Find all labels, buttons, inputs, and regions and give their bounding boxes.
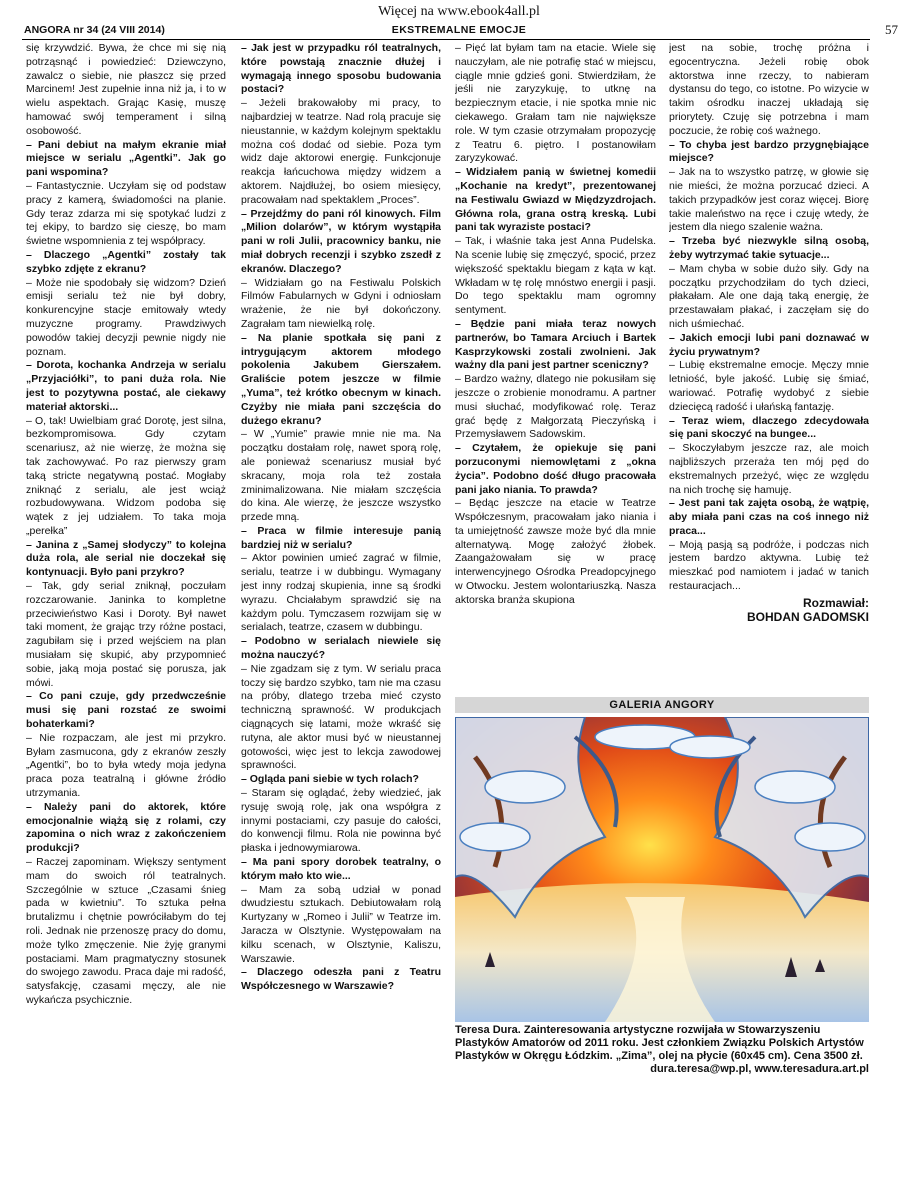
signature — [669, 596, 869, 624]
interview-question: – Dlaczego odeszła pani z Teatru Współczesnego w Warszawie? — [241, 966, 441, 993]
gallery-painting — [455, 717, 869, 1022]
watermark: Więcej na www.ebook4all.pl — [378, 4, 540, 19]
interview-question: – Janina z „Samej słodyczy” to kolejna duża rola, ale serial nie doczekał się kontynuacji. Było pani przykro? — [26, 538, 226, 579]
interview-question: – Ma pani spory dorobek teatralny, o którym mało kto wie... — [241, 856, 441, 882]
interview-question: – Jak jest w przypadku ról teatralnych, które powstają znacznie dłużej i wymagają innego sposobu budowania postaci? — [241, 42, 441, 96]
page-header — [14, 24, 904, 38]
interview-question: – Trzeba być niezwykle silną osobą, żeby wytrzymać takie sytuacje... — [669, 235, 869, 261]
interview-question: – Praca w filmie interesuje panią bardziej niż w serialu? — [241, 524, 441, 551]
interview-answer: – Bardzo ważny, dlatego nie pokusiłam się jeszcze o zrobienie monodramu. A partner musi słuchać, modyfikować rolę. Teraz grać będę z Małgorzatą Pieczyńską i Przemysławem Sadowskim. — [455, 373, 656, 441]
interview-answer: – Jeżeli brakowałoby mi pracy, to najbardziej w teatrze. Nad rolą pracuje się nieustannie, w każdym kolejnym spektaklu można coś dodać od siebie. Poza tym widz daje aktorowi energię. Funkcjonuje reakcja łańcuchowa między widzem a aktorem. Najdłużej, bo osiem miesięcy, pracowałam nad spektaklem „Proces”. — [241, 97, 441, 206]
page-number: 57 — [885, 22, 898, 37]
interview-answer: – Skoczyłabym jeszcze raz, ale moich najbliższych przeraża ten mój pęd do ekstremalnych przeżyć, więc ze względu na nich trochę się hamuję. — [669, 442, 869, 496]
interview-answer: – Aktor powinien umieć zagrać w filmie, serialu, teatrze i w dubbingu. Wymagany jest inny rodzaj skupienia, inne są środki wyrazu. Chciałabym sprawdzić się na każdym polu. Tymczasem rozwijam się w serialach, teatrze, czasem w dubbingu. — [241, 552, 441, 634]
interview-question: – Jakich emocji lubi pani doznawać w życiu prywatnym? — [669, 331, 869, 358]
interview-answer: – Lubię ekstremalne emocje. Męczy mnie letniość, byle jakość. Lubię się śmiać, wariować. Potrafię wydobyć z siebie dziecięcą radość i ułańską fantazję. — [669, 359, 869, 413]
gallery-caption — [455, 1024, 869, 1076]
interview-answer: – Moją pasją są podróże, i podczas nich jestem bardzo aktywna. Lubię też mieszkać pod namiotem i jadać w tanich restauracjach... — [669, 538, 869, 593]
interview-answer: się krzywdzić. Bywa, że chce mi się nią potrząsnąć i powiedzieć: Dziewczyno, zawalcz o siebie, nie płaszcz się przed Marcinem! Jest zupełnie inna niż ja, i to w wielu aspektach. Grając Kasię, muszę hamować swój temperament i silną osobowość. — [26, 42, 226, 137]
interview-answer: – Będąc jeszcze na etacie w Teatrze Współczesnym, pracowałam jako niania i ta umiejętność zawsze może być dla mnie alternatywą. Mogę założyć żłobek. Zaangażowałam się w pracę interwencyjnego Ośrodka Preadopcyjnego w Otwocku. Jestem wolontariuszką. Nasza aktorska branża skupiona — [455, 497, 656, 606]
interview-answer: – Pięć lat byłam tam na etacie. Wiele się nauczyłam, ale nie potrafię stać w miejscu, ciągle mnie gdzieś goni. Stwierdziłam, że jeśli nie zaryzykuję, to utknę na bezpiecznym etacie, i nie spotka mnie nic ciekawego. Grałam tam nie największe role. W tym czasie otrzymałam propozycję z Teatru 6. piętro. I postanowiłam zaryzykować. — [455, 42, 656, 165]
interview-question: – Jest pani tak zajęta osobą, że wątpię, aby miała pani czas na coś innego niż praca... — [669, 497, 869, 537]
interview-question: – Pani debiut na małym ekranie miał miejsce w serialu „Agentki”. Jak go pani wspomina? — [26, 138, 226, 179]
interview-answer: jest na sobie, trochę próżna i egocentryczna. Jeżeli robię obok aktorstwa inne rzeczy, to nabieram dystansu do tego, co istotne. Po wizycie w takim ośrodku inaczej układają się priorytety. Czuję się potrzebna i mam poczucie, że robię coś ważnego. — [669, 42, 869, 137]
interview-question: – Widziałem panią w świetnej komedii „Kochanie na kredyt”, prezentowanej na Festiwalu Gwiazd w Międzyzdrojach. Główna rola, grana ostrą kreską. Lubi pani tak wyraziste postaci? — [455, 166, 656, 234]
interview-question: – Dorota, kochanka Andrzeja w serialu „Przyjaciółki”, to pani duża rola. Nie jest to pozytywna postać, ale ciekawy materiał aktorski... — [26, 359, 226, 413]
gallery-heading: GALERIA ANGORY — [455, 697, 869, 713]
interview-question: – Czytałem, że opiekuje się pani porzuconymi niemowlętami z „okna życia”. Podobno dość długo pracowała pani jako niania. To prawda? — [455, 442, 656, 496]
interview-answer: – Raczej zapominam. Większy sentyment mam do swoich ról teatralnych. Szczególnie w sztuce „Czasami śnieg pada w kwietniu”. To sztuka pełna brutalizmu i chętnie powróciłabym do tej roli. Jednak nie przenoszę pracy do domu, może tylko zmęczenie. Nie żyję granymi postaciami. Mam pragmatyczny stosunek do swojego zawodu. Praca daje mi radość, satysfakcję, czasami męczy, ale nie wykańcza psychicznie. — [26, 856, 226, 1006]
interview-question: – Ogląda pani siebie w tych rolach? — [241, 773, 419, 786]
caption-text: Teresa Dura. Zainteresowania artystyczne rozwijała w Stowarzyszeniu Plastyków Amatorów od 2011 roku. Jest członkiem Związku Polskich Artystów Plastyków w Okręgu Łódzkim. „Zima”, olej na płycie (60x45 cm). Cena 3500 zł. — [455, 1024, 864, 1062]
interview-answer: – Nie rozpaczam, ale jest mi przykro. Byłam zasmucona, gdy z ekranów zeszły „Agentki”, bo to była wtedy moja jedyna praca poza teatralną i główne źródło utrzymania. — [26, 731, 226, 800]
interview-answer: – Jak na to wszystko patrzę, w głowie się nie mieści, że można porzucać dzieci. A takich przypadków jest coraz więcej. Biorę takie maleństwo na ręce i czuję wtedy, że jestem dla niego szalenie ważna. — [669, 166, 869, 234]
interview-question: – Będzie pani miała teraz nowych partnerów, bo Tamara Arciuch i Bartek Kasprzykowski zostali zwolnieni. Jak ważny dla pani jest partner sceniczny? — [455, 317, 656, 372]
interview-answer: – Tak, i właśnie taka jest Anna Pudelska. Na scenie lubię się zmęczyć, spocić, przez większość spektaklu biegam z kąta w kąt. Wkładam w tę rolę mnóstwo energii i pasji. Do tego spektaklu mam ogromny sentyment. — [455, 235, 656, 317]
section-title: EKSTREMALNE EMOCJE — [391, 24, 527, 36]
interview-answer: – Mam za sobą udział w ponad dwudziestu sztukach. Debiutowałam rolą Kurtyzany w „Romeo i Julii” w Teatrze im. Jaracza w Olsztynie. Występowałam na kilku scenach, w Olsztynie, Kaliszu, Warszawie. — [241, 883, 441, 965]
interview-answer: – Widziałam go na Festiwalu Polskich Filmów Fabularnych w Gdyni i odniosłam wrażenie, że nie był dokończony. Zagrałam tam niewielką rolę. — [241, 276, 441, 330]
issue-info: ANGORA nr 34 (24 VIII 2014) — [24, 24, 165, 36]
interview-answer: – Może nie spodobały się widzom? Dzień emisji serialu też nie był dobry, konkurencyjne stacje emitowały wtedy muzyczne programy. Prawdziwych powodów takiej decyzji pewnie nigdy nie poznam. — [26, 276, 226, 358]
interview-question: – To chyba jest bardzo przygnębiające miejsce? — [669, 138, 869, 165]
interview-question: – Należy pani do aktorek, które emocjonalnie wiążą się z rolami, czy zapomina o nich wraz z zakończeniem produkcji? — [26, 800, 226, 855]
interview-question: – Co pani czuje, gdy przedwcześnie musi się pani rozstać ze swoimi bohaterkami? — [26, 690, 226, 731]
signature-label: Rozmawiał: — [802, 595, 869, 610]
interview-question: – Na planie spotkała się pani z intrygującym aktorem młodego pokolenia Jakubem Gierszałem. Graliście potem jeszcze w filmie „Yuma”, też krótko obecnym w kinach. Czyżby nie miała pani szczęścia do dużego ekranu? — [241, 331, 441, 427]
interview-question: – Podobno w serialach niewiele się można nauczyć? — [241, 635, 441, 662]
interview-answer: – Tak, gdy serial zniknął, poczułam rozczarowanie. Janinka to kompletne przeciwieństwo Kasi i Doroty. Był nawet taki moment, że grając trzy różne postaci, zagubiłam się i przed wejściem na plan musiałam się skupić, aby przypomnieć sobie, jaką moja postać się porusza, jak mówi. — [26, 580, 226, 689]
article-column-2 — [241, 42, 441, 1122]
interview-answer: – Mam chyba w sobie dużo siły. Gdy na początku przychodziłam do tych dzieci, płakałam. Ale one dają taką energię, że przestawałam płakać, i zaczęłam się do nich uśmiechać. — [669, 262, 869, 330]
interview-question: – Teraz wiem, dlaczego zdecydowała się pani skoczyć na bungee... — [669, 414, 869, 441]
interview-question: – Przejdźmy do pani ról kinowych. Film „Milion dolarów”, w którym wystąpiła pani w roli Julii, pracownicy banku, nie miał dobrych recenzji i szybko zszedł z ekranów. Dlaczego? — [241, 207, 441, 275]
interview-answer: – Staram się oglądać, żeby wiedzieć, jak rysuję swoją rolę, jak ona współgra z innymi postaciami, czy pasuje do całości, do konwencji filmu. Rola nie powinna być płaska i jednowymiarowa. — [241, 787, 441, 855]
article-column-1 — [26, 42, 226, 1122]
interview-answer: – Fantastycznie. Uczyłam się od podstaw pracy z kamerą, świadomości na planie. Gdy teraz zdarza mi się spotykać ludzi z tej ekipy, to bardzo się cieszę, bo mam świetne wspomnienia z tej współpracy. — [26, 179, 226, 248]
signature-name: BOHDAN GADOMSKI — [747, 609, 869, 624]
article-column-4 — [669, 42, 869, 702]
header-rule — [22, 39, 870, 40]
interview-answer: – Nie zgadzam się z tym. W serialu praca toczy się bardzo szybko, tam nie ma czasu na próby, dlatego trzeba mieć czysto techniczną sprawność. W produkcjach ciągnących się latami, może wkraść się rutyna, ale aktor musi być w nieustannej gotowości, więc jest to lekcja zawodowej sprawności. — [241, 662, 441, 772]
article-column-3 — [455, 42, 656, 702]
interview-answer: – W „Yumie” prawie mnie nie ma. Na początku dostałam rolę, nawet sporą rolę, ale ponieważ scenariusz musiał być skracany, moja rola też została zminimalizowana. Nie miałam szczęścia do kina. Ale wierzę, że jeszcze wszystko przede mną. — [241, 428, 441, 524]
artist-contact: dura.teresa@wp.pl, www.teresadura.art.pl — [650, 1063, 869, 1075]
interview-question: – Dlaczego „Agentki” zostały tak szybko zdjęte z ekranu? — [26, 248, 226, 275]
interview-answer: – O, tak! Uwielbiam grać Dorotę, jest silna, bezkompromisowa. Gdy czytam scenariusz, aż nie wierzę, że można się tak zachowywać. Po raz pierwszy gram taką stricte negatywną postać. Mogłaby zniknąć z serialu, ale jest wciąż rozbudowywana. Widzom podoba się wątek z jej udziałem. To taka moja „perełka” — [26, 414, 226, 537]
